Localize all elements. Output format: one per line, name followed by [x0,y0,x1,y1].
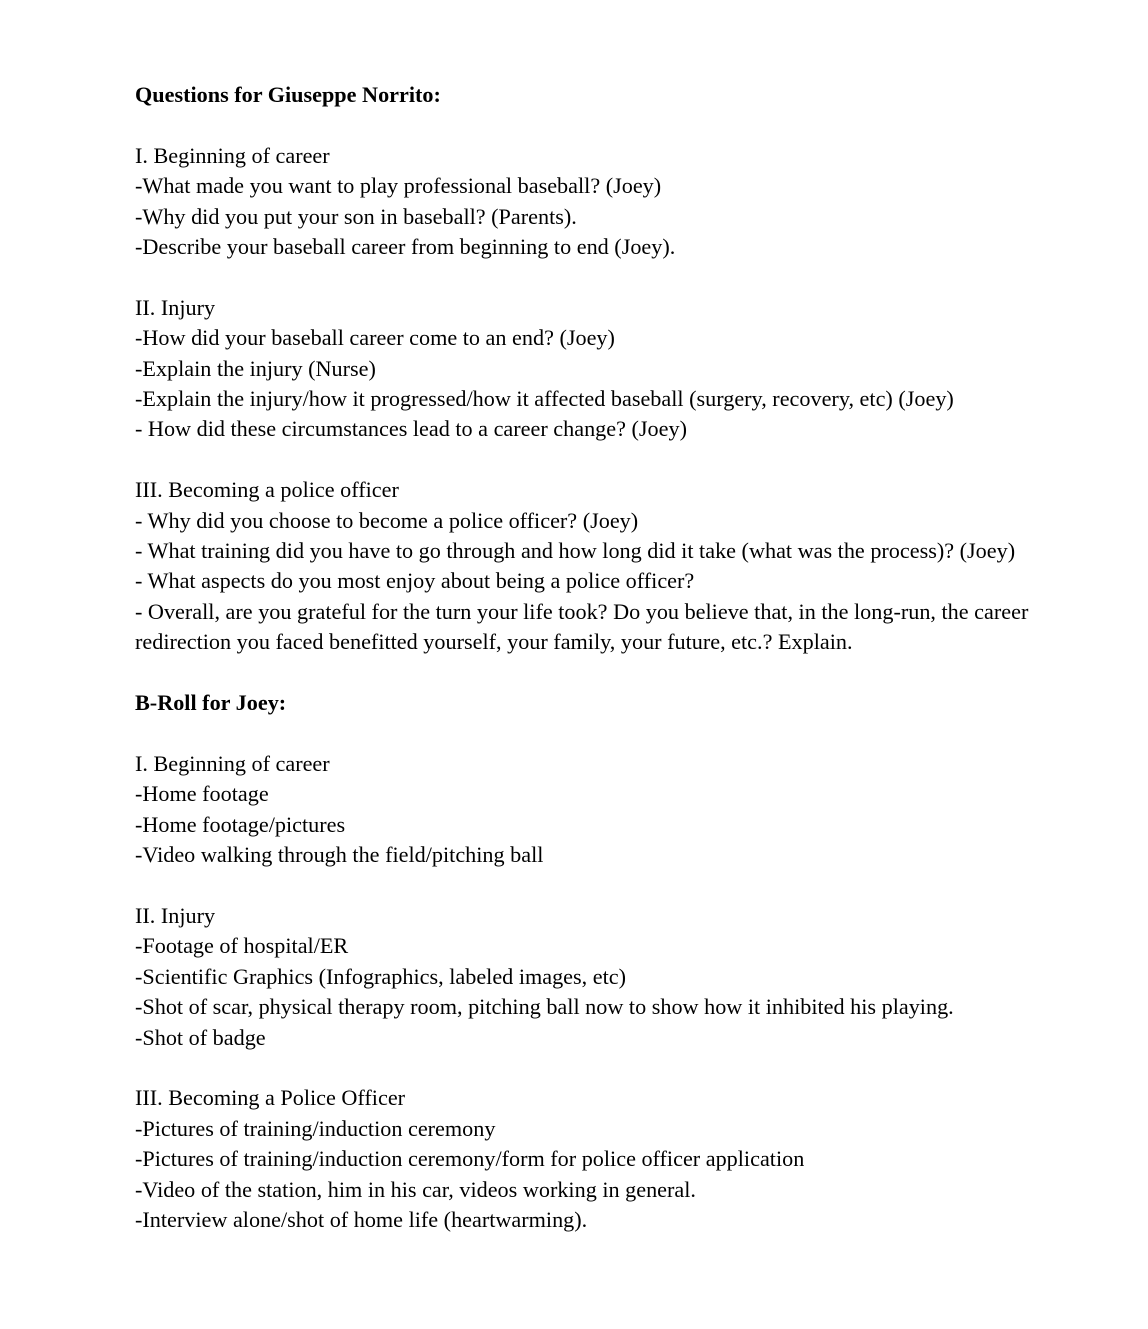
broll-item: -Home footage/pictures [135,811,346,837]
broll-item: -Pictures of training/induction ceremony [135,1115,496,1141]
section-title: I. Beginning of career [135,750,330,776]
question-item: -Explain the injury (Nurse) [135,355,376,381]
broll-item: -Scientific Graphics (Infographics, labeled images, etc) [135,963,627,989]
question-item: - How did these circumstances lead to a career change? (Joey) [135,416,687,442]
broll-item: -Pictures of training/induction ceremony/form for police officer application [135,1146,805,1172]
broll-item: -Video walking through the field/pitching ball [135,842,544,868]
broll-item: -Shot of scar, physical therapy room, pitching ball now to show how it inhibited his playing. [135,994,954,1020]
questions-section-police [135,475,1035,657]
spacer [135,1053,1035,1083]
question-item: -Describe your baseball career from beginning to end (Joey). [135,234,676,260]
section-title: III. Becoming a police officer [135,477,399,503]
spacer [135,110,1035,140]
question-item: -Explain the injury/how it progressed/how it affected baseball (surgery, recovery, etc) (Joey) [135,386,954,412]
question-item: - What training did you have to go through and how long did it take (what was the process)? (Joey) [135,538,1016,564]
spacer [135,445,1035,475]
question-item: - Overall, are you grateful for the turn your life took? Do you believe that, in the long-run, the career redirection you faced benefitted yourself, your family, your future, etc.? Explain. [135,598,1034,655]
broll-item: -Interview alone/shot of home life (heartwarming). [135,1206,588,1232]
spacer [135,262,1035,292]
spacer [135,870,1035,900]
broll-section-police [135,1083,1035,1235]
spacer [135,718,1035,748]
broll-item: -Footage of hospital/ER [135,933,349,959]
questions-heading: Questions for Giuseppe Norrito: [135,82,441,107]
section-title: II. Injury [135,902,216,928]
broll-item: -Home footage [135,781,269,807]
question-item: -What made you want to play professional baseball? (Joey) [135,173,662,199]
document-page [135,80,1035,1235]
question-item: - What aspects do you most enjoy about being a police officer? [135,568,695,594]
question-item: -Why did you put your son in baseball? (Parents). [135,203,577,229]
broll-section-injury [135,901,1035,1053]
broll-item: -Video of the station, him in his car, videos working in general. [135,1176,696,1202]
questions-section-beginning [135,141,1035,263]
questions-section-injury [135,293,1035,445]
section-title: III. Becoming a Police Officer [135,1085,406,1111]
question-item: -How did your baseball career come to an end? (Joey) [135,325,615,351]
broll-item: -Shot of badge [135,1024,266,1050]
section-title: II. Injury [135,294,216,320]
broll-heading: B-Roll for Joey: [135,690,287,716]
question-item: - Why did you choose to become a police officer? (Joey) [135,507,639,533]
spacer [135,658,1035,688]
section-title: I. Beginning of career [135,142,330,168]
broll-section-beginning [135,749,1035,871]
